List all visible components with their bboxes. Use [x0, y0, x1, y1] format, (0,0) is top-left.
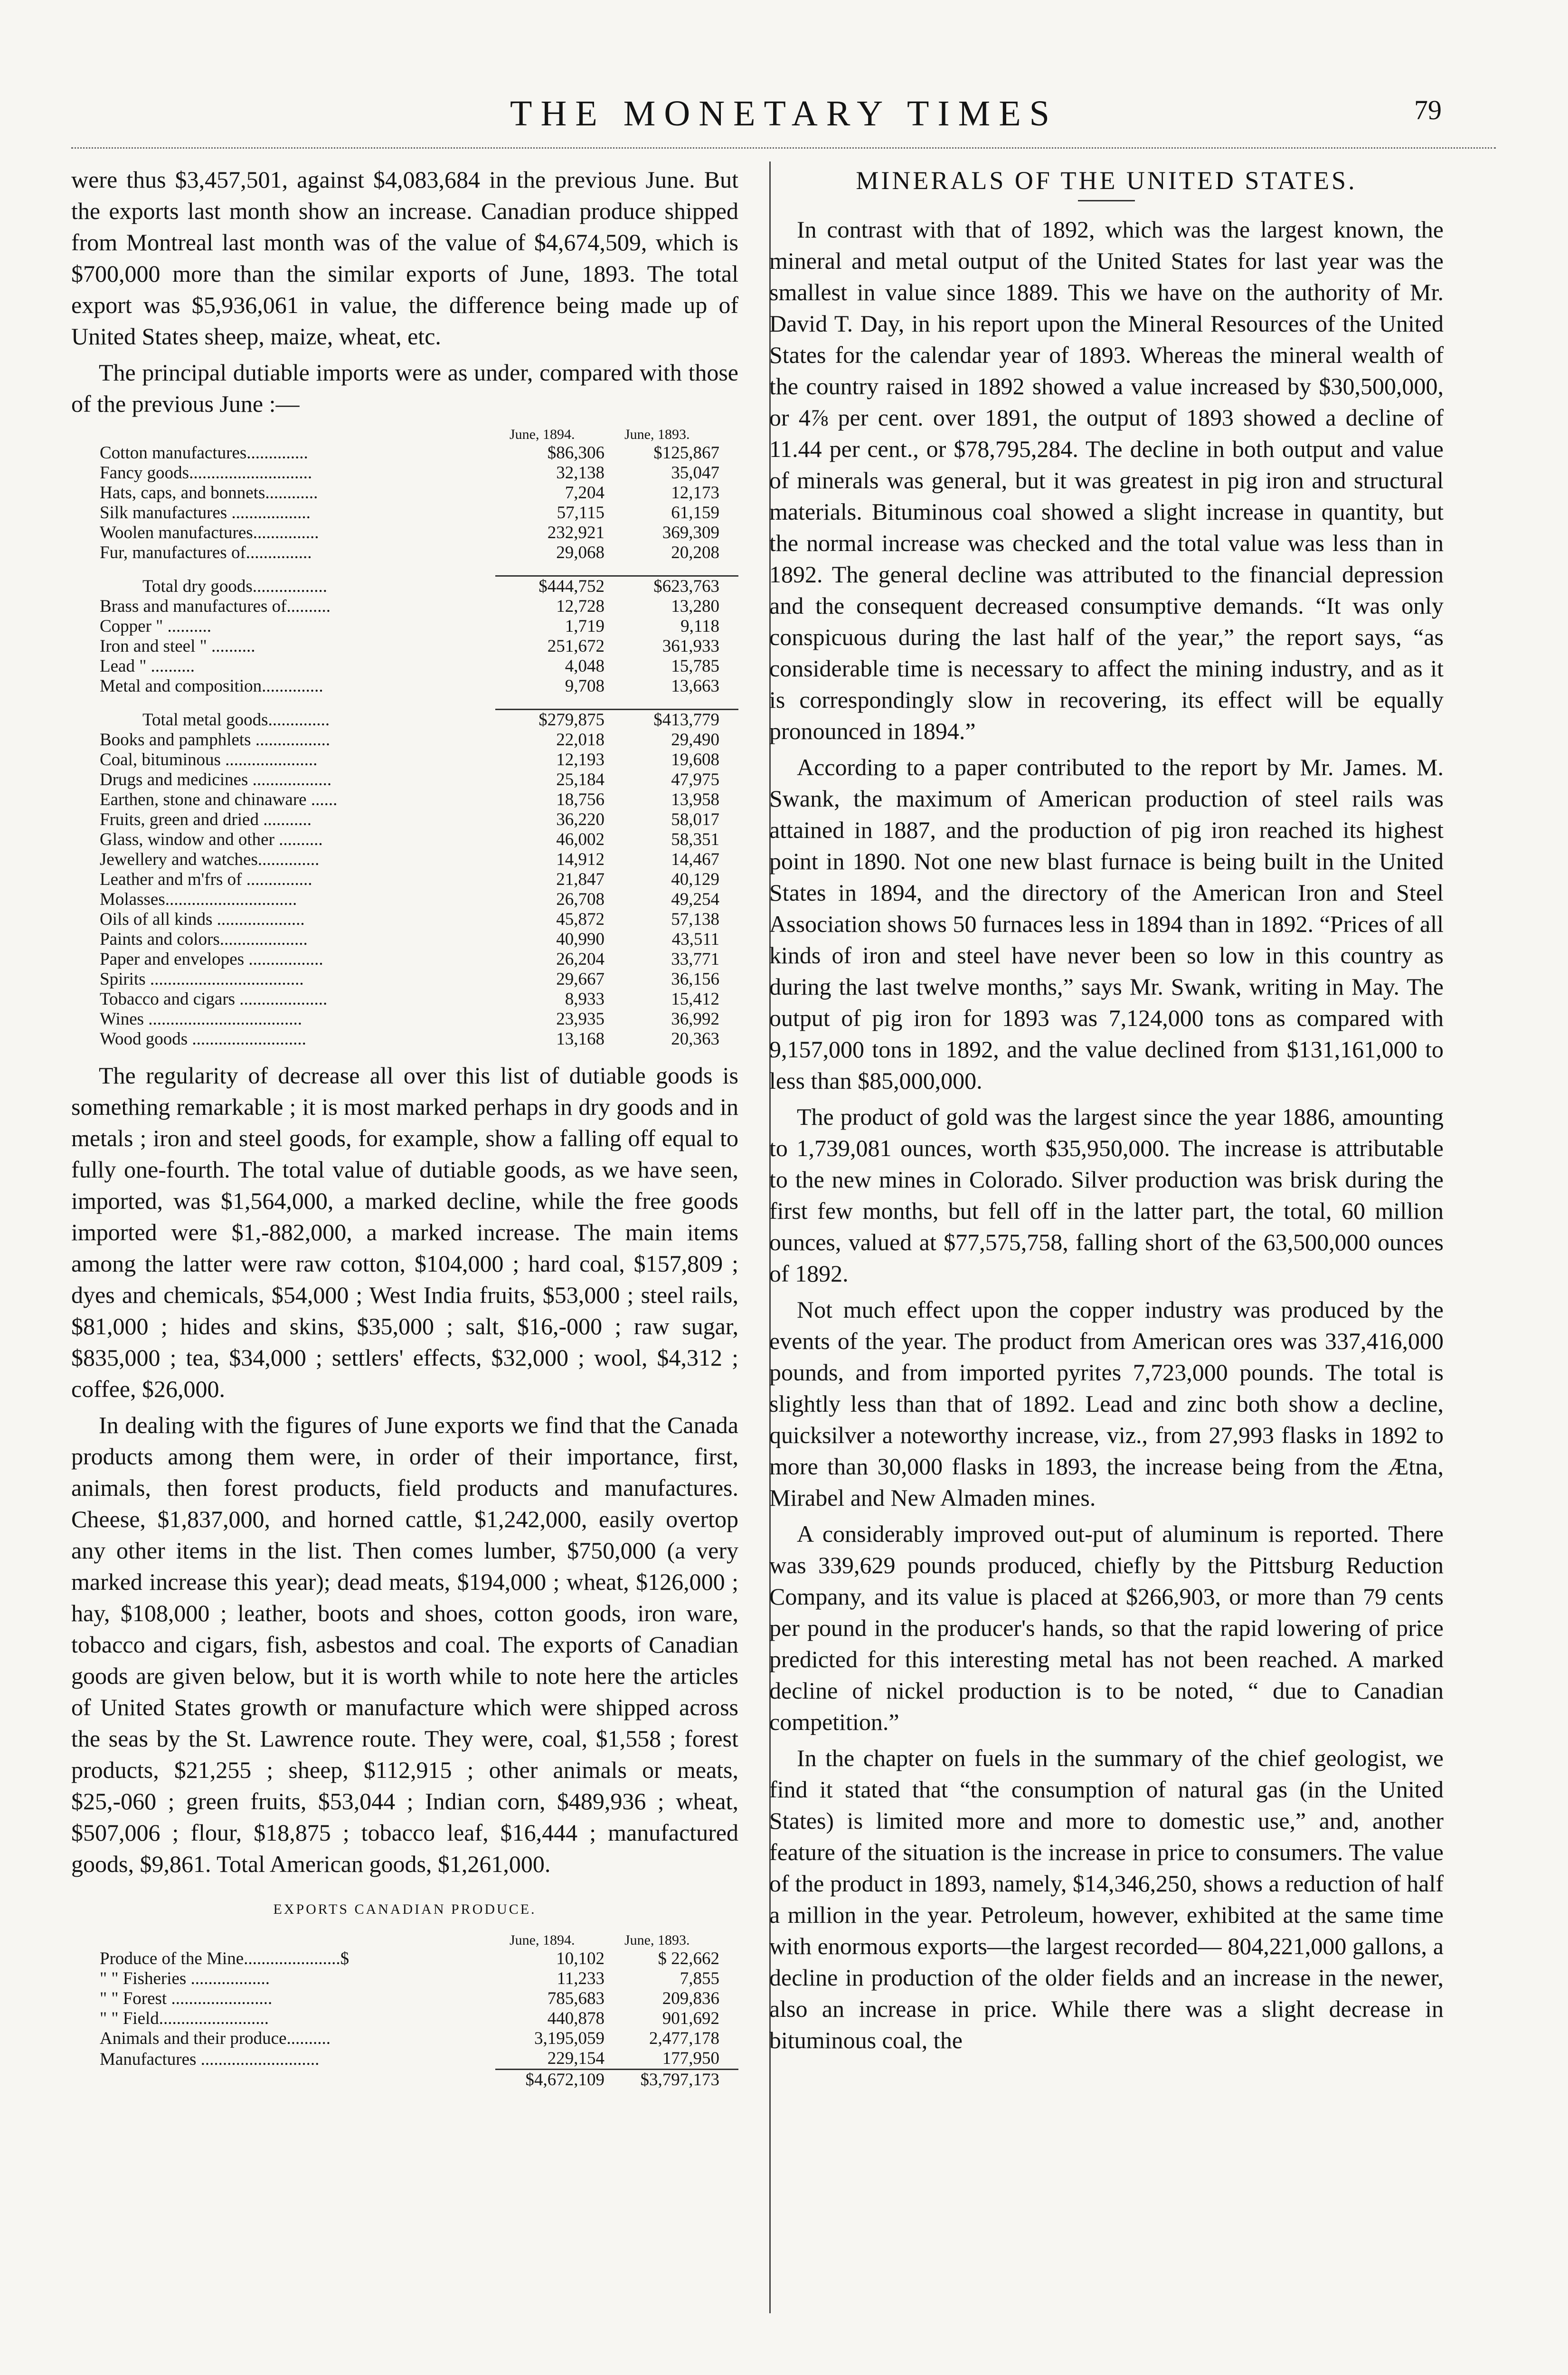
table-row	[71, 636, 738, 656]
table-row	[71, 910, 738, 930]
value-1894: 23,935	[556, 1009, 605, 1029]
table-row	[71, 2009, 738, 2029]
total-row	[71, 576, 738, 597]
table-row	[71, 830, 738, 850]
spacer-cell	[71, 563, 738, 576]
table-row	[71, 483, 738, 503]
value-1894: 22,018	[556, 730, 605, 750]
value-1893: 13,663	[671, 676, 719, 696]
row-label: Molasses..............................	[100, 890, 297, 909]
paragraph: The regularity of decrease all over this list of dutiable goods is something remarkable ; it is most marked perhaps in dry goods and in metals ; iron and steel goods, for example, show a falling off equal to fully one-fourth. The total value of dutiable goods, as we have seen, imported, was $1,564,000, a marked decline, while the free goods imported were $1,-882,000, a marked increase. The main items among the latter were raw cotton, $104,000 ; hard coal, $157,809 ; dyes and chemicals, $54,000 ; West India fruits, $53,000 ; steel rails, $81,000 ; hides and skins, $35,000 ; salt, $16,-000 ; raw sugar, $835,000 ; tea, $34,000 ; settlers' effects, $32,000 ; wool, $4,312 ; coffee, $26,000.	[71, 1062, 738, 1402]
row-label: Total metal goods..............	[142, 710, 330, 730]
paragraph: According to a paper contributed to the report by Mr. James. M. Swank, the maximum of American production of steel rails was attained in 1887, and the production of pig iron reached its highest point in 1890. Not one new blast furnace is being built in the United States in 1894, and the directory of the American Iron and Steel Association shows 50 furnaces less in 1894 than in 1892. “Prices of all kinds of iron and steel have never been so low in this country as during the last twelve months,” says Mr. Swank, writing in May. The output of pig iron for 1893 was 7,124,000 tons as compared with 9,157,000 tons in 1892, and the value declined from $131,161,000 to less than $85,000,000.	[769, 754, 1444, 1094]
table-row	[71, 1989, 738, 2009]
table-row	[71, 463, 738, 483]
value-1893: 209,836	[662, 1989, 719, 2008]
row-label: Leather and m'frs of ...............	[100, 870, 312, 889]
page-number: 79	[1414, 95, 1442, 125]
value-1894: 29,667	[556, 969, 605, 989]
value-1893: 13,958	[671, 790, 719, 809]
value-1893: 15,785	[671, 656, 719, 676]
value-1894: 13,168	[556, 1029, 605, 1049]
table-row	[71, 543, 738, 563]
row-label: Woolen manufactures...............	[100, 523, 319, 542]
row-label: Hats, caps, and bonnets............	[100, 483, 318, 503]
article-title: MINERALS OF THE UNITED STATES.	[856, 166, 1357, 195]
row-label: " " Forest .......................	[100, 1989, 273, 2008]
paragraph: The principal dutiable imports were as under, compared with those of the previous June :—	[71, 359, 738, 417]
value-1894: 232,921	[547, 523, 605, 542]
value-1893: 57,138	[671, 910, 719, 929]
table-row	[71, 523, 738, 543]
table-row	[71, 750, 738, 770]
table-row	[71, 810, 738, 830]
value-1893: 58,351	[671, 830, 719, 849]
row-label: Total dry goods.................	[142, 577, 327, 596]
table-row	[71, 1949, 738, 1969]
row-label: Fancy goods............................	[100, 463, 312, 483]
paragraph: The product of gold was the largest since the year 1886, amounting to 1,739,081 ounces, worth $35,950,000. The increase is attributable to the new mines in Colorado. Silver production was brisk during the first few months, but fell off in the latter part, the total, 60 million ounces, valued at $77,575,758, falling short of the 63,500,000 ounces of 1892.	[769, 1103, 1444, 1287]
row-label: Paper and envelopes .................	[100, 950, 323, 969]
value-1894: 46,002	[556, 830, 605, 849]
value-1893: 7,855	[680, 1969, 719, 1988]
value-1894: 229,154	[547, 2049, 605, 2068]
value-1893: 369,309	[662, 523, 719, 542]
column-header-1893: June, 1893.	[624, 1932, 690, 1948]
value-1893: 47,975	[671, 770, 719, 789]
table-row	[71, 597, 738, 617]
exports-title: EXPORTS CANADIAN PRODUCE.	[273, 1901, 537, 1917]
value-1893: 14,467	[671, 850, 719, 869]
table-row	[71, 969, 738, 989]
table-row	[71, 989, 738, 1009]
value-1893: 361,933	[662, 636, 719, 656]
value-1893: 20,363	[671, 1029, 719, 1049]
value-1894: 26,204	[556, 950, 605, 969]
value-1894: 9,708	[565, 676, 605, 696]
value-1894: 1,719	[565, 617, 605, 636]
value-1893: 35,047	[671, 463, 719, 483]
row-label: Copper " ..........	[100, 617, 212, 636]
value-1893: 29,490	[671, 730, 719, 750]
row-label: Spirits ...................................	[100, 969, 304, 989]
value-1894: 21,847	[556, 870, 605, 889]
value-1893: 33,771	[671, 950, 719, 969]
value-1894: 32,138	[556, 463, 605, 483]
paragraph: In contrast with that of 1892, which was the largest known, the mineral and metal output of the United States for last year was the smallest in value since 1889. This we have on the authority of Mr. David T. Day, in his report upon the Mineral Resources of the United States for the calendar year of 1893. Whereas the mineral wealth of the country raised in 1892 showed a value increased by $30,500,000, or 4⅞ per cent. over 1891, the output of 1893 showed a decline of 11.44 per cent., or $78,795,284. The decline in both output and value of minerals was general, but it was greatest in pig iron and structural materials. Bituminous coal showed a slight increase in quantity, but the normal increase was checked and the total value was less than in 1892. The general decline was attributed to the financial depression and the consequent decreased consumptive demands. “It was only conspicuous during the last half of the year,” the report says, “as considerable time is necessary to affect the mining industry, and as it is correspondingly slow in recovering, its effect will be equally pronounced in 1894.”	[769, 216, 1444, 744]
column-header-1894: June, 1894.	[510, 1932, 575, 1948]
value-1894: $279,875	[495, 710, 610, 731]
table-row	[71, 870, 738, 890]
row-label: Silk manufactures ..................	[100, 503, 311, 522]
left-column	[71, 164, 738, 2100]
value-1893: 43,511	[671, 930, 719, 949]
total-row	[71, 710, 738, 731]
value-1893: 36,992	[671, 1009, 719, 1029]
row-label: " " Fisheries ..................	[100, 1969, 270, 1988]
paragraph: A considerably improved out-put of aluminum is reported. There was 339,629 pounds produced, chiefly by the Pittsburg Reduction Company, and its value is placed at $266,903, or more than 79 cents per pound in the producer's hands, so that the rapid lowering of price predicted for this interesting metal has not been reached. A marked decline of nickel production is to be noted, “ due to Canadian competition.”	[769, 1520, 1444, 1735]
row-label: Wood goods ..........................	[100, 1029, 306, 1049]
value-1894: 12,728	[556, 597, 605, 616]
value-1894: 4,048	[565, 656, 605, 676]
spacer-row	[71, 696, 738, 710]
table-row	[71, 617, 738, 636]
table-row	[71, 770, 738, 790]
value-1893: 177,950	[662, 2049, 719, 2068]
value-1894: 3,195,059	[534, 2029, 605, 2048]
row-label: Animals and their produce..........	[100, 2029, 331, 2048]
value-1894: $444,752	[495, 576, 610, 597]
table-row	[71, 656, 738, 676]
value-1893: 40,129	[671, 870, 719, 889]
table-row	[71, 790, 738, 810]
row-label: Jewellery and watches..............	[100, 850, 320, 869]
paragraph: In the chapter on fuels in the summary of the chief geologist, we find it stated that “the consumption of natural gas (in the United States) is limited more and more to domestic use,” and, another feature of the situation is the increase in price to consumers. The value of the product in 1893, namely, $14,346,250, shows a reduction of half a million in the year. Petroleum, however, exhibited at the same time with enormous exports—the largest recorded— 804,221,000 gallons, a decline in production of the older fields and an increase in the newer, also an increase in price. While there was a slight decrease in bituminous coal, the	[769, 1745, 1444, 2053]
row-label: Paints and colors....................	[100, 930, 308, 949]
row-label: Earthen, stone and chinaware ......	[100, 790, 338, 809]
title-rule	[1078, 200, 1135, 201]
row-label: Wines ...................................	[100, 1009, 302, 1029]
value-1894: 12,193	[556, 750, 605, 770]
row-label: Oils of all kinds ....................	[100, 910, 305, 929]
paragraph: In dealing with the figures of June exports we find that the Canada products among them were, in order of their importance, first, animals, then forest products, field products and manufactures. Cheese, $1,837,000, and horned cattle, $1,242,000, easily overtop any other items in the list. Then comes lumber, $750,000 (a very marked increase this year); dead meats, $194,000 ; wheat, $126,000 ; hay, $108,000 ; leather, boots and shoes, cotton goods, iron ware, tobacco and cigars, fish, asbestos and coal. The exports of Canadian goods are given below, but it is worth while to note here the articles of United States growth or manufacture which were shipped across the seas by the St. Lawrence route. They were, coal, $1,558 ; forest products, $21,255 ; sheep, $112,915 ; other animals or meats, $25,-060 ; green fruits, $53,044 ; Indian corn, $489,936 ; wheat, $507,006 ; flour, $18,875 ; tobacco leaf, $16,444 ; manufactured goods, $9,861. Total American goods, $1,261,000.	[71, 1412, 738, 1877]
table-row	[71, 950, 738, 969]
paragraph: were thus $3,457,501, against $4,083,684 in the previous June. But the exports last month show an increase. Canadian produce shipped from Montreal last month was of the value of $4,674,509, which is $700,000 more than the similar exports of June, 1893. The total export was $5,936,061 in value, the difference being made up of United States sheep, maize, wheat, etc.	[71, 166, 738, 350]
value-1894: 440,878	[547, 2009, 605, 2028]
column-header-1893: June, 1893.	[624, 427, 690, 442]
column-header-1894: June, 1894.	[510, 427, 575, 442]
value-1894: 8,933	[565, 989, 605, 1009]
row-label: Glass, window and other ..........	[100, 830, 323, 849]
value-1894: $86,306	[547, 443, 605, 463]
header-spacer	[71, 1932, 495, 1949]
value-1894: 18,756	[556, 790, 605, 809]
value-1894: 25,184	[556, 770, 605, 789]
row-label: Manufactures ...........................	[100, 2049, 320, 2069]
spacer-cell	[71, 696, 738, 710]
right-column	[769, 164, 1444, 2061]
value-1894: 11,233	[557, 1969, 605, 1988]
row-label: " " Field.........................	[100, 2009, 269, 2028]
paragraph: Not much effect upon the copper industry was produced by the events of the year. The product from American ores was 337,416,000 pounds, and from imported pyrites 7,723,000 pounds. The total is slightly less than that of 1892. Lead and zinc both show a decline, quicksilver a noteworthy increase, viz., from 27,993 flasks in 1892 to more than 30,000 flasks in 1893, the increase being from the Ætna, Mirabel and New Almaden mines.	[769, 1296, 1444, 1511]
value-1893: 49,254	[671, 890, 719, 909]
table-row	[71, 503, 738, 523]
masthead-title: THE MONETARY TIMES	[510, 94, 1058, 133]
value-1893: $ 22,662	[658, 1949, 719, 1968]
row-label: Iron and steel " ..........	[100, 636, 255, 656]
value-1893: 15,412	[671, 989, 719, 1009]
row-label: Books and pamphlets .................	[100, 730, 331, 750]
row-label: Fur, manufactures of...............	[100, 543, 312, 562]
table-row	[71, 1029, 738, 1049]
exports-total-1893: $3,797,173	[610, 2070, 738, 2090]
row-label: Tobacco and cigars ....................	[100, 989, 328, 1009]
row-label: Drugs and medicines ..................	[100, 770, 332, 789]
value-1894: 7,204	[565, 483, 605, 503]
value-1893: 20,208	[671, 543, 719, 562]
row-label: Coal, bituminous .....................	[100, 750, 318, 770]
row-label: Fruits, green and dried ...........	[100, 810, 312, 829]
value-1893: 61,159	[671, 503, 719, 522]
table-row	[71, 1969, 738, 1989]
value-1893: 9,118	[680, 617, 719, 636]
header-rule	[71, 147, 1496, 149]
value-1893: 2,477,178	[649, 2029, 719, 2048]
row-label: Lead " ..........	[100, 656, 195, 676]
dutiable-imports-table	[71, 426, 738, 1049]
table-row	[71, 850, 738, 870]
value-1893: $413,779	[610, 710, 738, 731]
table-row	[71, 730, 738, 750]
value-1894: 40,990	[556, 930, 605, 949]
value-1894: 10,102	[556, 1949, 605, 1968]
row-label: Brass and manufactures of..........	[100, 597, 331, 616]
exports-total-row	[71, 2070, 738, 2090]
value-1893: 58,017	[671, 810, 719, 829]
header-spacer	[71, 426, 495, 443]
table-row	[71, 2029, 738, 2049]
table-header-row	[71, 1932, 738, 1949]
value-1894: 57,115	[557, 503, 605, 522]
row-label: Produce of the Mine......................$	[100, 1949, 349, 1968]
value-1893: 19,608	[671, 750, 719, 770]
value-1893: 13,280	[671, 597, 719, 616]
value-1894: 36,220	[556, 810, 605, 829]
value-1893: 901,692	[662, 2009, 719, 2028]
value-1893: $125,867	[653, 443, 719, 463]
value-1894: 45,872	[556, 910, 605, 929]
value-1894: 14,912	[556, 850, 605, 869]
exports-total-1894: $4,672,109	[495, 2070, 610, 2090]
table-row	[71, 443, 738, 463]
value-1894: 251,672	[547, 636, 605, 656]
row-label: Cotton manufactures..............	[100, 443, 308, 463]
value-1894: 29,068	[556, 543, 605, 562]
value-1893: 36,156	[671, 969, 719, 989]
table-row	[71, 1009, 738, 1029]
total-spacer	[71, 2070, 495, 2090]
value-1894: 785,683	[547, 1989, 605, 2008]
value-1894: 26,708	[556, 890, 605, 909]
table-row	[71, 2049, 738, 2070]
value-1893: $623,763	[610, 576, 738, 597]
table-header-row	[71, 426, 738, 443]
exports-canadian-produce-table	[71, 1932, 738, 2090]
row-label: Metal and composition..............	[100, 676, 323, 696]
value-1893: 12,173	[671, 483, 719, 503]
spacer-row	[71, 563, 738, 576]
table-row	[71, 930, 738, 950]
table-row	[71, 676, 738, 696]
page-header	[0, 0, 1568, 157]
table-row	[71, 890, 738, 910]
